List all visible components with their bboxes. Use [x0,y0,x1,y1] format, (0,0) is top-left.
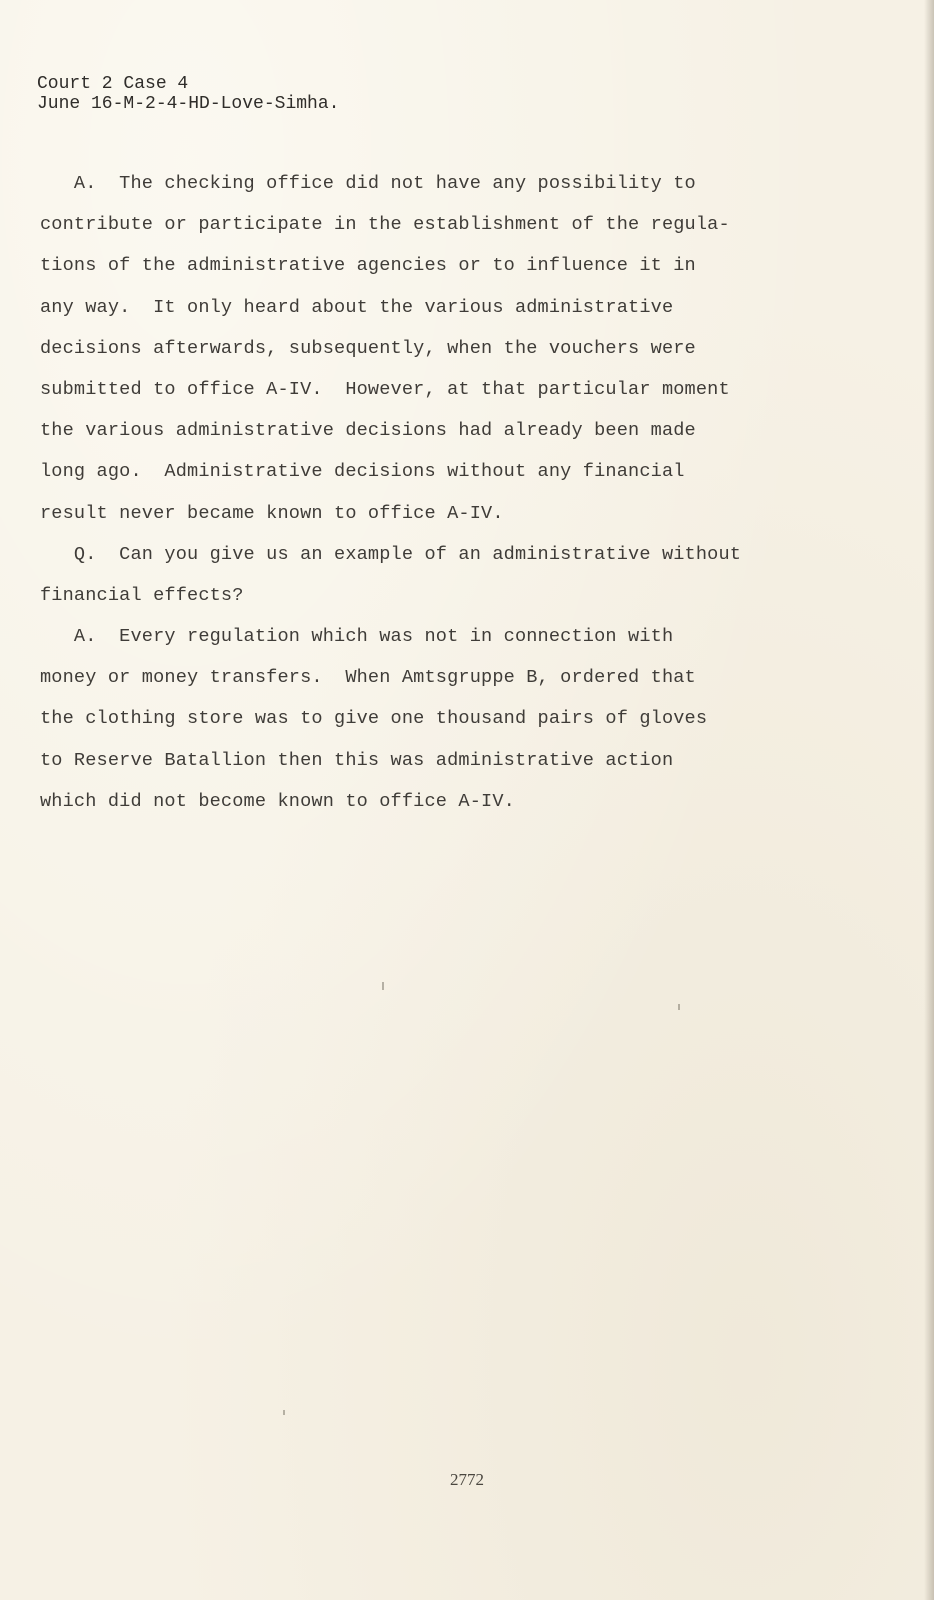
transcript-line: Q. Can you give us an example of an administrative without [40,543,742,565]
case-header-court: Court 2 Case 4 [37,74,189,94]
transcript-line: which did not become known to office A-IV. [40,790,515,812]
paper-speck [283,1410,285,1415]
transcript-line: tions of the administrative agencies or to influence it in [40,255,696,277]
transcript-line: long ago. Administrative decisions without any financial [40,461,685,483]
transcript-body [40,163,830,822]
transcript-line: contribute or participate in the establishment of the regula- [40,214,730,236]
case-header [37,74,339,114]
transcript-line: submitted to office A-IV. However, at that particular moment [40,378,730,400]
case-header-session: June 16-M-2-4-HD-Love-Simha. [37,94,340,114]
transcript-line: financial effects? [40,584,244,606]
transcript-line: money or money transfers. When Amtsgruppe B, ordered that [40,667,696,689]
transcript-line: to Reserve Batallion then this was administrative action [40,749,674,771]
transcript-line: any way. It only heard about the various administrative [40,296,674,318]
page-number: 2772 [450,1470,484,1489]
transcript-line: the clothing store was to give one thousand pairs of gloves [40,708,708,730]
transcript-line: decisions afterwards, subsequently, when the vouchers were [40,337,696,359]
page-edge-shadow [924,0,934,1600]
paper-speck [678,1004,680,1010]
transcript-line: result never became known to office A-IV. [40,502,504,524]
paper-speck [382,982,384,990]
transcript-line: the various administrative decisions had already been made [40,420,696,442]
transcript-line: A. Every regulation which was not in connection with [40,626,674,648]
transcript-line: A. The checking office did not have any possibility to [40,173,696,194]
